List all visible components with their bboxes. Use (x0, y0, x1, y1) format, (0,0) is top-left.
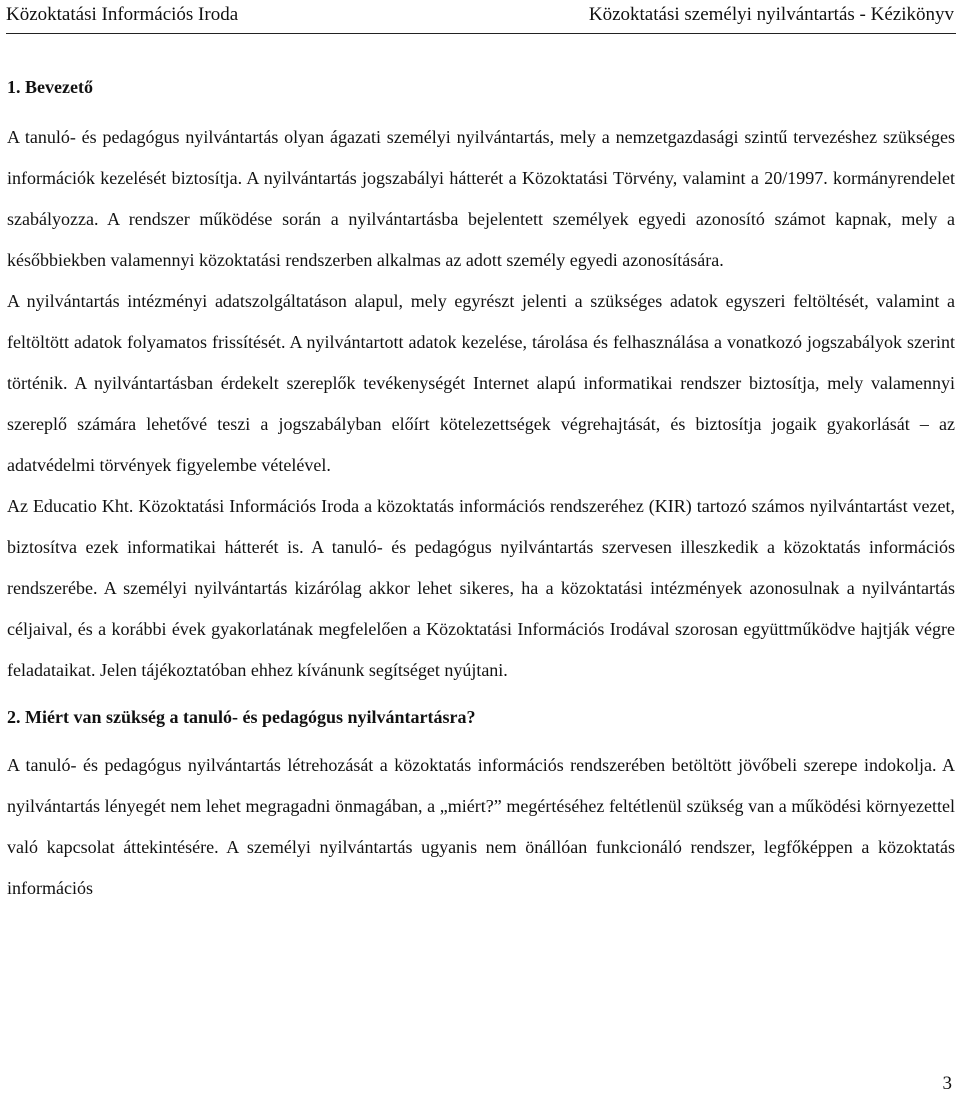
document-body (7, 71, 955, 909)
header-right-text: Közoktatási személyi nyilvántartás - Kézikönyv (588, 4, 954, 25)
paragraph: Az Educatio Kht. Közoktatási Információs Iroda a közoktatás információs rendszeréhez (KIR) tartozó számos nyilvántartást vezet, biztosítva ezek informatikai hátterét is. A tanuló- és pedagógus nyilvántartás szervesen illeszkedik a közoktatás információs rendszerébe. A személyi nyilvántartás kizárólag akkor lehet sikeres, ha a közoktatási intézmények azonosulnak a nyilvántartás céljaival, és a korábbi évek gyakorlatának megfelelően a Közoktatási Információs Irodával szorosan együttműködve hajtják végre feladataikat. Jelen tájékoztatóban ehhez kívánunk segítséget nyújtani. (7, 496, 955, 680)
paragraph: A tanuló- és pedagógus nyilvántartás olyan ágazati személyi nyilvántartás, mely a nemzetgazdasági szintű tervezéshez szükséges információk kezelését biztosítja. A nyilvántartás jogszabályi hátterét a Közoktatási Törvény, valamint a 20/1997. kormányrendelet szabályozza. A rendszer működése során a nyilvántartásba bejelentett személyek egyedi azonosító számot kapnak, mely a későbbiekben valamennyi közoktatási rendszerben alkalmas az adott személy egyedi azonosítására. (7, 127, 955, 270)
header-left-text: Közoktatási Információs Iroda (6, 4, 239, 25)
header-divider (6, 33, 956, 34)
running-header (6, 2, 954, 28)
page-number: 3 (942, 1073, 952, 1094)
paragraph: A nyilvántartás intézményi adatszolgáltatáson alapul, mely egyrészt jelenti a szükséges adatok egyszeri feltöltését, valamint a feltöltött adatok folyamatos frissítését. A nyilvántartott adatok kezelése, tárolása és felhasználása a vonatkozó jogszabályok szerint történik. A nyilvántartásban érdekelt szereplők tevékenységét Internet alapú informatikai rendszer biztosítja, mely valamennyi szereplő számára lehetővé teszi a jogszabályban előírt kötelezettségek végrehajtását, és biztosítja jogaik gyakorlását – az adatvédelmi törvények figyelembe vételével. (7, 291, 955, 475)
section-heading-why-needed: 2. Miért van szükség a tanuló- és pedagógus nyilvántartásra? (7, 707, 476, 727)
paragraph: A tanuló- és pedagógus nyilvántartás létrehozását a közoktatás információs rendszerében betöltött jövőbeli szerepe indokolja. A nyilvántartás lényegét nem lehet megragadni önmagában, a „miért?” megértéséhez feltétlenül szükség van a működési környezettel való kapcsolat áttekintésére. A személyi nyilvántartás ugyanis nem önállóan funkcionáló rendszer, legfőképpen a közoktatás információs (7, 755, 955, 898)
section-heading-introduction: 1. Bevezető (7, 77, 93, 97)
